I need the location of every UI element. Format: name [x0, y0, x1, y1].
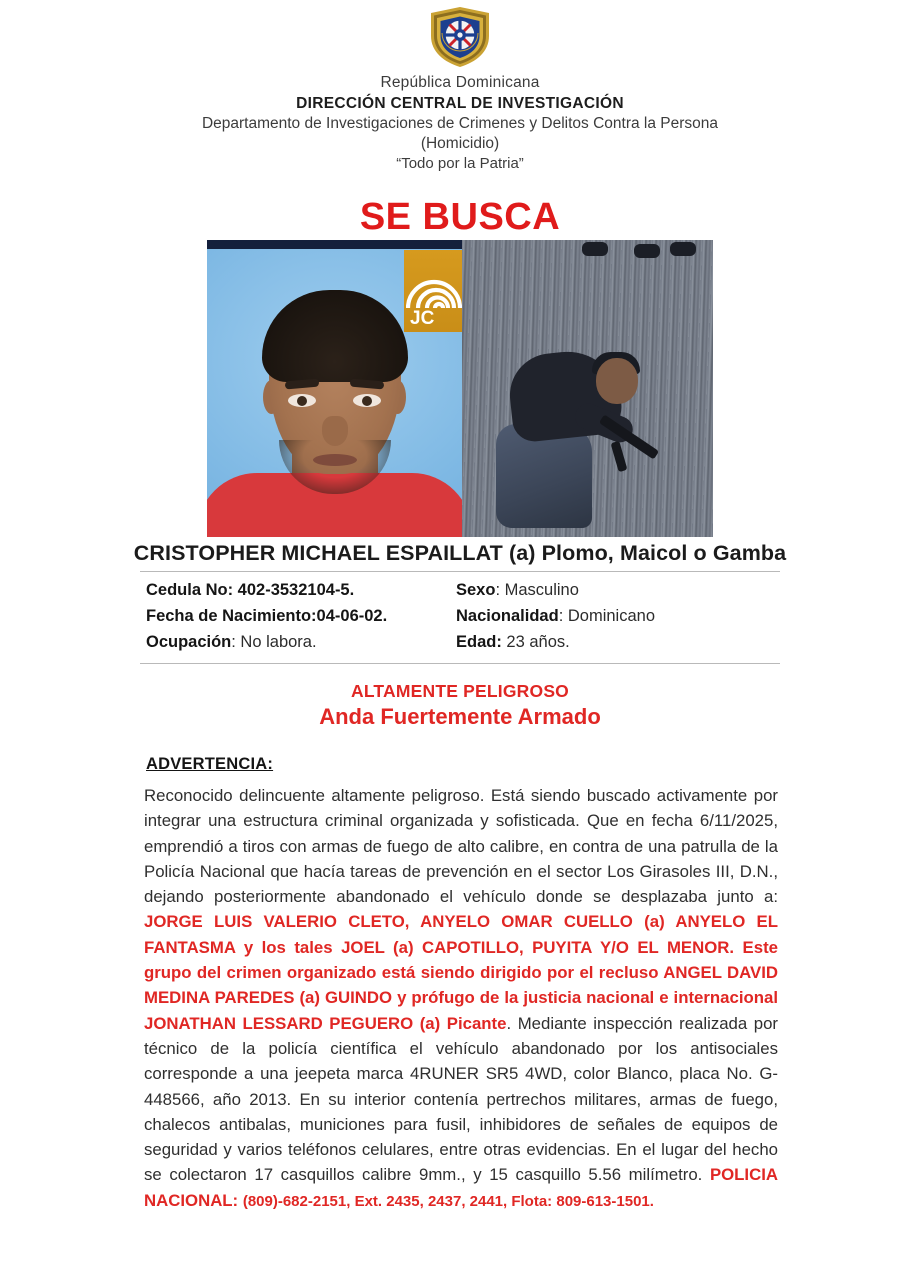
field-sexo — [456, 577, 786, 603]
field-sexo-label: Sexo — [456, 581, 496, 599]
field-ocupacion-value: : No labora. — [231, 633, 317, 651]
country-line: República Dominicana — [380, 74, 540, 91]
photo-hair — [262, 290, 408, 382]
photo-eye-left — [288, 394, 316, 407]
photo-eye-right — [353, 394, 381, 407]
photo-nose — [322, 416, 348, 446]
page-title: SE BUSCA — [359, 196, 561, 238]
department-line: DIRECCIÓN CENTRAL DE INVESTIGACIÓN — [296, 95, 624, 112]
motto-line: “Todo por la Patria” — [396, 155, 524, 172]
danger-line-1: ALTAMENTE PELIGROSO — [350, 681, 569, 701]
field-nacionalidad — [456, 603, 786, 629]
divider-bottom — [140, 663, 780, 664]
agency-name: POLICIA NACIONAL: — [144, 1165, 778, 1210]
emblem-container — [0, 0, 920, 68]
subject-fields-table — [146, 577, 786, 655]
photo-figure-rifle-grip — [611, 441, 628, 472]
subject-name: CRISTOPHER MICHAEL ESPAILLAT (a) Plomo, Maicol o Gamba — [133, 541, 787, 565]
advertencia-part-2: . Mediante inspección realizada por técnico de la policía científica el vehículo abandonado por los antisociales corresponde a una jeepeta marca 4RUNER SR5 4WD, color Blanco, placa No. G-448566, año 2013. En su interior contenía pertrechos militares, armas de fuego, chalecos antibalas, municiones para fusil, inhibidores de señales de equipos de seguridad y varios teléfonos celulares, entre otras evidencias. En el lugar del hecho se colectaron 17 casquillos calibre 9mm., y 15 casquillo 5.56 milímetro. — [144, 1013, 779, 1185]
field-cedula — [146, 577, 456, 603]
fingerprint-arcs-icon — [406, 254, 462, 310]
field-sexo-value: : Masculino — [495, 581, 579, 599]
field-ocupacion — [146, 629, 456, 655]
photo-armed-figure — [492, 348, 642, 528]
divider-top — [140, 571, 780, 572]
jce-logo-text: JC — [410, 308, 435, 329]
photo-mouth — [313, 454, 357, 466]
field-ocupacion-label: Ocupación — [146, 633, 232, 651]
field-fecha-nacimiento-label: Fecha de Nacimiento: — [146, 607, 317, 625]
field-edad — [456, 629, 786, 655]
field-cedula-value: 402-3532104-5. — [233, 581, 355, 599]
field-nacionalidad-label: Nacionalidad — [456, 607, 559, 625]
field-edad-label: Edad: — [456, 633, 502, 651]
advertencia-accomplices: JORGE LUIS VALERIO CLETO, ANYELO OMAR CUELLO (a) ANYELO EL FANTASMA y los tales JOEL (a) CAPOTILLO, PUYITA Y/O EL MENOR. Este grupo del crimen organizado está siendo dirigido por el recluso ANGEL DAVID MEDINA PAREDES (a) GUINDO y prófugo de la justicia nacional e internacional JONATHAN LESSARD PEGUERO (a) Picante — [144, 912, 778, 1033]
danger-line-2: Anda Fuertemente Armado — [319, 704, 601, 729]
field-fecha-nacimiento — [146, 603, 456, 629]
photo-strip — [207, 240, 713, 537]
field-cedula-label: Cedula No: — [146, 581, 234, 599]
field-edad-value: 23 años. — [501, 633, 570, 651]
header-text-block — [0, 73, 920, 174]
police-shield-emblem-icon — [428, 6, 492, 68]
advertencia-part-1: Reconocido delincuente altamente peligroso. Está siendo buscado activamente por integrar una estructura criminal organizada y sofisticada. Que en fecha 6/11/2025, emprendió a tiros con armas de fuego de alto calibre, en contra de una patrulla de la Policía Nacional que hacía tareas de prevención en el sector Los Girasoles III, D.N., dejando posteriormente abandonado el vehículo donde se desplazaba junto a: — [144, 786, 778, 907]
advertencia-heading: ADVERTENCIA: — [146, 755, 274, 773]
photo-figure-head — [596, 358, 638, 404]
field-nacionalidad-value: : Dominicano — [558, 607, 655, 625]
photo-background-figures — [582, 242, 702, 264]
field-fecha-nacimiento-value: 04-06-02. — [316, 607, 388, 625]
id-photo-suspect — [207, 240, 462, 537]
subdepartment-line: Departamento de Investigaciones de Crimenes y Delitos Contra la Persona — [201, 115, 719, 132]
advertencia-body — [144, 783, 778, 1214]
agency-phone-numbers: (809)-682-2151, Ext. 2435, 2437, 2441, Flota: 809-613-1501. — [242, 1192, 654, 1210]
subdepartment-line-2: (Homicidio) — [420, 135, 500, 152]
surveillance-photo-suspect-armed — [462, 240, 713, 537]
danger-warning-block — [0, 679, 920, 731]
jce-fingerprint-logo-icon — [404, 250, 462, 332]
